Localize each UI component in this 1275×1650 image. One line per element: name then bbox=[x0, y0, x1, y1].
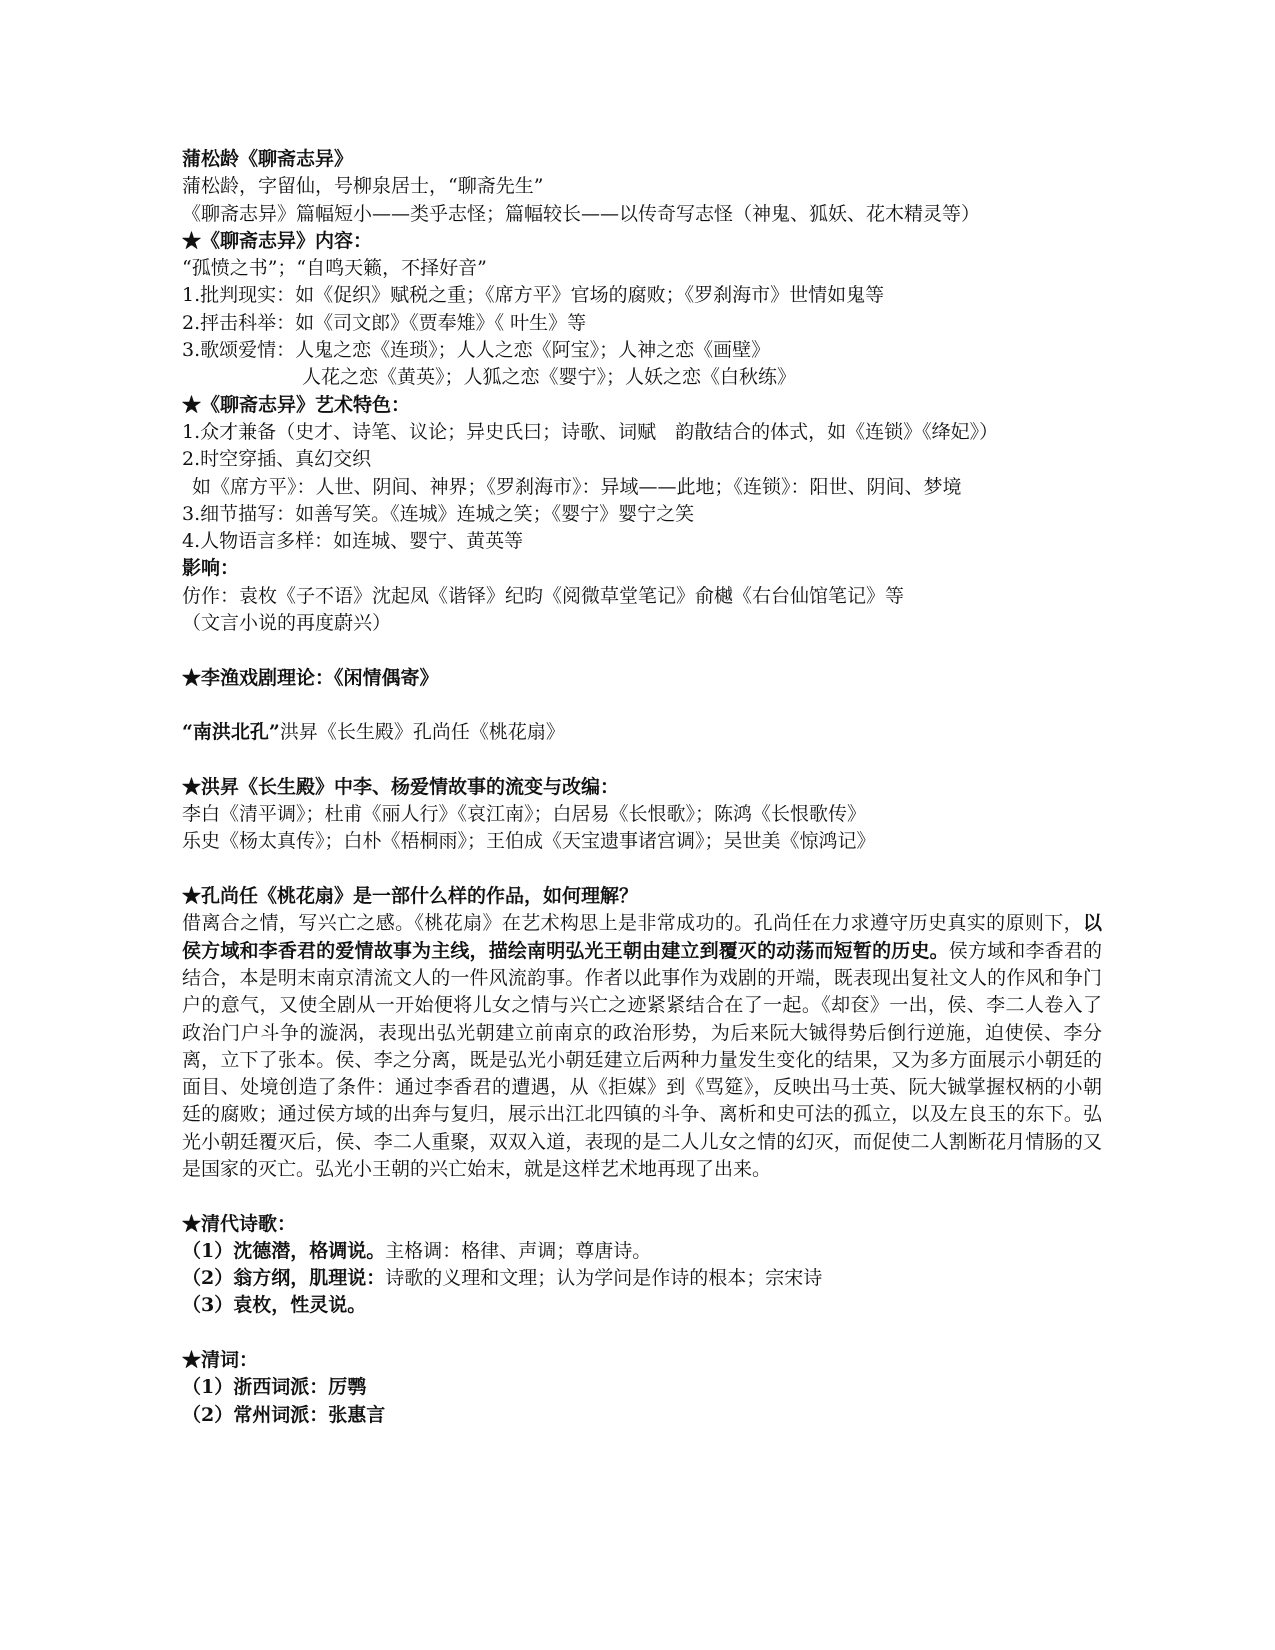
document-body bbox=[182, 146, 1102, 1429]
section-title-poetry: ★清代诗歌： bbox=[182, 1212, 297, 1235]
content-quote: “孤愤之书”；“自鸣天籁，不择好音” bbox=[182, 257, 487, 280]
ci-item: （1）浙西词派：厉鹗 bbox=[182, 1376, 367, 1399]
content-item: 3.歌颂爱情：人鬼之恋《连琐》；人人之恋《阿宝》；人神之恋《画壁》 bbox=[182, 339, 771, 362]
influence-heading: 影响： bbox=[182, 557, 240, 580]
taohua-text-2: 侯方域和李香君的结合，本是明末南京清流文人的一件风流韵事。作者以此事作为戏剧的开端，既表现出复社文人的作风和争门户的意气，又使全剧从一开始便将儿女之情与兴亡之迹紧紧结合在了一起。《却奁》一出，侯、李二人卷入了政治门户斗争的漩涡，表现出弘光朝建立前南京的政治形势，为后来阮大铖得势后倒行逆施，迫使侯、李分离，立下了张本。侯、李之分离，既是弘光小朝廷建立后两种力量发生变化的结果，又为多方面展示小朝廷的面目、处境创造了条件：通过李香君的遭遇，从《拒媒》到《骂筵》，反映出马士英、阮大铖掌握权柄的小朝廷的腐败；通过侯方域的出奔与复归，展示出江北四镇的斗争、离析和史可法的孤立，以及左良玉的东下。弘光小朝廷覆灭后，侯、李二人重聚，双双入道，表现的是二人儿女之情的幻灭，而促使二人割断花月情肠的又是国家的灭亡。弘光小王朝的兴亡始末，就是这样艺术地再现了出来。 bbox=[182, 939, 1102, 1180]
ci-item: （2）常州词派：张惠言 bbox=[182, 1403, 386, 1426]
poetry-item bbox=[182, 1238, 1102, 1265]
taohua-text-1: 借离合之情，写兴亡之感。《桃花扇》在艺术构思上是非常成功的。孔尚任在力求遵守历史真实的原则下， bbox=[182, 912, 1083, 935]
art-item: 1.众才兼备（史才、诗笔、议论；异史氏曰；诗歌、词赋 韵散结合的体式，如《连锁》《绛妃》） bbox=[182, 420, 999, 443]
section-title-ci: ★清词： bbox=[182, 1349, 259, 1372]
content-item: 1.批判现实：如《促织》赋税之重；《席方平》官场的腐败；《罗刹海市》世情如鬼等 bbox=[182, 284, 885, 307]
changsheng-line: 李白《清平调》；杜甫《丽人行》《哀江南》；白居易《长恨歌》；陈鸿《长恨歌传》 bbox=[182, 803, 867, 826]
poetry-item bbox=[182, 1292, 1102, 1319]
taohua-paragraph bbox=[182, 910, 1102, 1183]
art-item: 3.细节描写：如善写笑。《连城》连城之笑；《婴宁》婴宁之笑 bbox=[182, 502, 695, 525]
poetry-item-desc: 主格调：格律、声调；尊唐诗。 bbox=[385, 1239, 652, 1262]
taohua-text-bold: 以侯方域和李香君的爱情故事为主线，描绘南明弘光王朝由建立到覆灭的动荡而短暂的历史。 bbox=[182, 912, 1102, 962]
influence-item: （文言小说的再度蔚兴） bbox=[182, 612, 392, 635]
art-item-example: 如《席方平》：人世、阴间、神界；《罗刹海市》：异域——此地；《连锁》：阳世、阴间、梦境 bbox=[192, 475, 962, 498]
spacer bbox=[182, 856, 1102, 883]
nanhong-beikong-label: “南洪北孔” bbox=[182, 721, 280, 744]
content-heading: ★《聊斋志异》内容： bbox=[182, 229, 373, 252]
art-item: 2.时空穿插、真幻交织 bbox=[182, 448, 372, 471]
poetry-item-name: （1）沈德潜，格调说。 bbox=[182, 1239, 386, 1262]
spacer bbox=[182, 692, 1102, 719]
author-bio: 蒲松龄，字留仙，号柳泉居士，“聊斋先生” bbox=[182, 175, 544, 198]
spacer bbox=[182, 747, 1102, 774]
form-description: 《聊斋志异》篇幅短小——类乎志怪；篇幅较长——以传奇写志怪（神鬼、狐妖、花木精灵等） bbox=[182, 202, 981, 225]
influence-item: 仿作：袁枚《子不语》沈起凤《谐铎》纪昀《阅微草堂笔记》俞樾《右台仙馆笔记》等 bbox=[182, 584, 905, 607]
nanhong-beikong-line bbox=[182, 719, 1102, 746]
content-item-continuation: 人花之恋《黄英》；人狐之恋《婴宁》；人妖之恋《白秋练》 bbox=[302, 366, 797, 389]
section-title-taohua: ★孔尚任《桃花扇》是一部什么样的作品，如何理解？ bbox=[182, 885, 639, 908]
art-item: 4.人物语言多样：如连城、婴宁、黄英等 bbox=[182, 530, 524, 553]
section-title-changsheng: ★洪昇《长生殿》中李、杨爱情故事的流变与改编： bbox=[182, 775, 620, 798]
section-title-liaozhai: 蒲松龄《聊斋志异》 bbox=[182, 148, 354, 170]
spacer bbox=[182, 637, 1102, 664]
content-item: 2.抨击科举：如《司文郎》《贾奉雉》《 叶生》等 bbox=[182, 311, 587, 334]
art-heading: ★《聊斋志异》艺术特色： bbox=[182, 393, 411, 416]
spacer bbox=[182, 1183, 1102, 1210]
poetry-item-desc: 诗歌的义理和文理；认为学问是作诗的根本；宗宋诗 bbox=[385, 1267, 823, 1290]
poetry-item bbox=[182, 1265, 1102, 1292]
section-title-liyu: ★李渔戏剧理论：《闲情偶寄》 bbox=[182, 666, 439, 689]
spacer bbox=[182, 1320, 1102, 1347]
poetry-item-name: （2）翁方纲，肌理说： bbox=[182, 1267, 386, 1290]
changsheng-line: 乐史《杨太真传》；白朴《梧桐雨》；王伯成《天宝遗事诸宫调》；吴世美《惊鸿记》 bbox=[182, 830, 876, 853]
poetry-item-name: （3）袁枚，性灵说。 bbox=[182, 1294, 367, 1317]
nanhong-beikong-works: 洪昇《长生殿》孔尚任《桃花扇》 bbox=[279, 721, 565, 744]
